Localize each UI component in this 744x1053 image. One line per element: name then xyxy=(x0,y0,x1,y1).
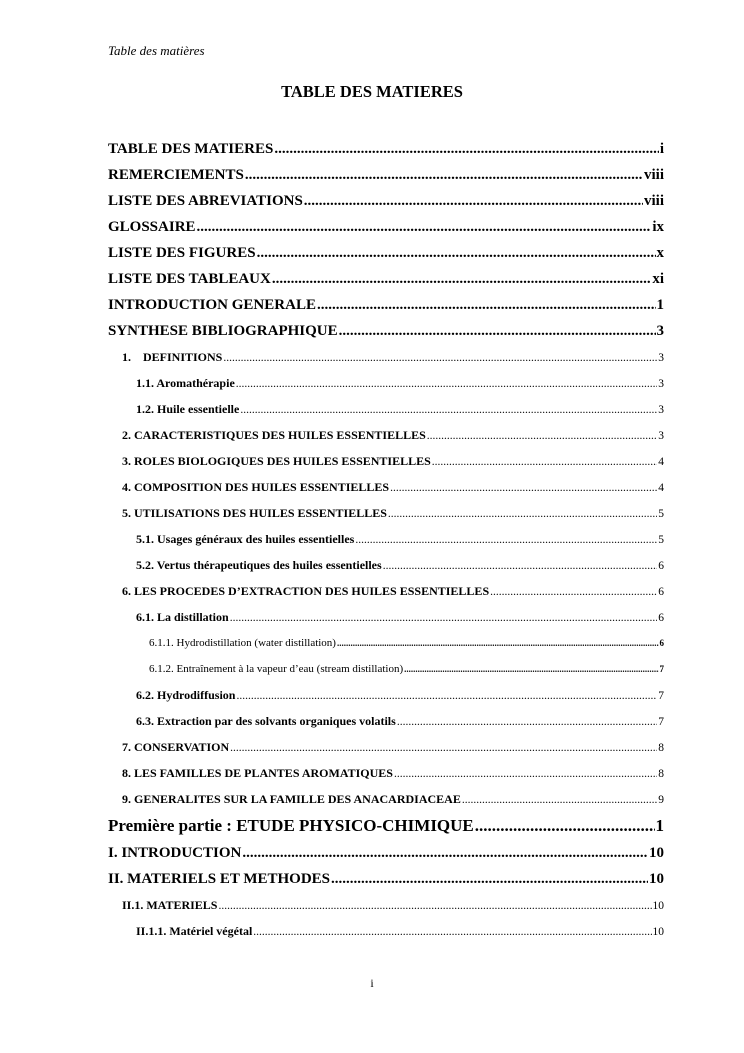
toc-entry-page: 4 xyxy=(658,482,664,494)
toc-entry-page: 10 xyxy=(652,926,664,938)
toc-entry-label: II.1. MATERIELS xyxy=(122,898,218,912)
toc-entry-label: 7. CONSERVATION xyxy=(122,740,230,754)
toc-entry[interactable] xyxy=(108,918,664,944)
toc-entry-label: LISTE DES FIGURES xyxy=(108,245,256,261)
toc-entry-page: viii xyxy=(643,193,664,209)
toc-entry-label: II. MATERIELS ET METHODES xyxy=(108,871,331,887)
toc-entry-label: 2. CARACTERISTIQUES DES HUILES ESSENTIELLES xyxy=(122,428,426,442)
toc-entry-label: REMERCIEMENTS xyxy=(108,167,244,183)
toc-entry-page: 8 xyxy=(658,768,664,780)
toc-entry[interactable] xyxy=(108,526,664,552)
toc-entry[interactable] xyxy=(108,188,664,214)
toc-entry-label: 6.1.1. Hydrodistillation (water distillation) xyxy=(149,637,336,649)
toc-entry-label: Première partie : ETUDE PHYSICO-CHIMIQUE xyxy=(108,816,474,835)
toc-entry-page: 10 xyxy=(649,871,664,887)
toc-entry[interactable] xyxy=(108,840,664,866)
toc-entry[interactable] xyxy=(108,500,664,526)
table-of-contents xyxy=(108,136,664,944)
toc-entry-label: I. INTRODUCTION xyxy=(108,845,242,861)
toc-entry[interactable] xyxy=(108,162,664,188)
toc-entry[interactable] xyxy=(108,682,664,708)
dot-leader xyxy=(230,735,657,760)
dot-leader xyxy=(317,292,656,318)
toc-entry-page: viii xyxy=(643,167,664,183)
dot-leader xyxy=(236,371,657,396)
toc-entry-page: 3 xyxy=(656,323,664,339)
toc-entry-page: 3 xyxy=(658,378,664,390)
toc-entry-label: 6.3. Extraction par des solvants organiques volatils xyxy=(136,714,396,728)
toc-entry-page: i xyxy=(659,141,664,157)
toc-entry[interactable] xyxy=(108,630,664,656)
toc-entry-page: x xyxy=(656,245,664,261)
toc-entry[interactable] xyxy=(108,448,664,474)
toc-entry-page: 1 xyxy=(655,816,664,835)
toc-entry[interactable] xyxy=(108,318,664,344)
toc-entry[interactable] xyxy=(108,786,664,812)
toc-entry-label: 4. COMPOSITION DES HUILES ESSENTIELLES xyxy=(122,480,390,494)
toc-entry-label: SYNTHESE BIBLIOGRAPHIQUE xyxy=(108,323,338,339)
toc-entry-label: 5.1. Usages généraux des huiles essentielles xyxy=(136,532,355,546)
dot-leader xyxy=(304,188,643,214)
toc-entry-label: 6.1.2. Entraînement à la vapeur d’eau (stream distillation) xyxy=(149,663,404,675)
toc-entry[interactable] xyxy=(108,292,664,318)
toc-entry-page: 8 xyxy=(658,742,664,754)
toc-entry[interactable] xyxy=(108,892,664,918)
dot-leader xyxy=(274,136,659,162)
toc-entry-page: 9 xyxy=(658,794,664,806)
toc-entry-label: 6.1. La distillation xyxy=(136,610,229,624)
toc-entry-page: 10 xyxy=(649,845,664,861)
toc-entry-label: II.1.1. Matériel végétal xyxy=(136,924,253,938)
dot-leader xyxy=(240,397,657,422)
toc-entry-page: 7 xyxy=(658,716,664,728)
dot-leader xyxy=(253,919,651,944)
page-title: TABLE DES MATIERES xyxy=(281,82,463,101)
toc-entry[interactable] xyxy=(108,866,664,892)
toc-entry-page: 6 xyxy=(658,560,664,572)
toc-entry-page: ix xyxy=(652,219,664,235)
dot-leader xyxy=(339,318,656,344)
dot-leader xyxy=(390,475,657,500)
dot-leader xyxy=(197,214,652,240)
dot-leader xyxy=(230,605,658,630)
toc-entry[interactable] xyxy=(108,136,664,162)
dot-leader xyxy=(242,840,648,866)
toc-entry[interactable] xyxy=(108,344,664,370)
dot-leader xyxy=(475,812,655,840)
toc-entry[interactable] xyxy=(108,240,664,266)
toc-entry-label: 5. UTILISATIONS DES HUILES ESSENTIELLES xyxy=(122,506,387,520)
page-number: i xyxy=(370,976,374,990)
toc-entry-page: 6 xyxy=(658,586,664,598)
toc-entry-label: 9. GENERALITES SUR LA FAMILLE DES ANACARDIACEAE xyxy=(122,792,461,806)
toc-entry-page: 4 xyxy=(658,456,664,468)
toc-entry[interactable] xyxy=(108,656,664,682)
toc-entry[interactable] xyxy=(108,734,664,760)
toc-entry[interactable] xyxy=(108,604,664,630)
running-header: Table des matières xyxy=(108,43,205,58)
dot-leader xyxy=(394,761,657,786)
dot-leader xyxy=(388,501,657,526)
dot-leader xyxy=(432,449,657,474)
toc-entry-label: 1. DEFINITIONS xyxy=(122,350,223,364)
toc-entry-label: 1.2. Huile essentielle xyxy=(136,402,240,416)
toc-entry-label: LISTE DES TABLEAUX xyxy=(108,271,271,287)
toc-entry-page: 7 xyxy=(659,664,664,674)
toc-entry-label: 6. LES PROCEDES D’EXTRACTION DES HUILES ESSENTIELLES xyxy=(122,584,490,598)
toc-entry-page: 6 xyxy=(658,612,664,624)
dot-leader xyxy=(223,345,657,370)
toc-entry[interactable] xyxy=(108,552,664,578)
toc-entry-page: 10 xyxy=(652,900,664,912)
toc-entry-label: 5.2. Vertus thérapeutiques des huiles essentielles xyxy=(136,558,382,572)
toc-entry[interactable] xyxy=(108,266,664,292)
toc-entry-page: xi xyxy=(652,271,664,287)
dot-leader xyxy=(331,866,648,892)
toc-entry-page: 3 xyxy=(658,404,664,416)
dot-leader xyxy=(257,240,656,266)
dot-leader xyxy=(272,266,651,292)
dot-leader xyxy=(490,579,657,604)
dot-leader xyxy=(404,656,658,682)
toc-entry-page: 5 xyxy=(658,534,664,546)
toc-entry[interactable] xyxy=(108,578,664,604)
toc-entry-label: TABLE DES MATIERES xyxy=(108,141,274,157)
dot-leader xyxy=(236,683,657,708)
toc-entry-label: 3. ROLES BIOLOGIQUES DES HUILES ESSENTIELLES xyxy=(122,454,431,468)
dot-leader xyxy=(218,893,651,918)
toc-entry-label: 8. LES FAMILLES DE PLANTES AROMATIQUES xyxy=(122,766,393,780)
toc-entry-page: 3 xyxy=(658,430,664,442)
toc-entry-label: 1.1. Aromathérapie xyxy=(136,376,235,390)
toc-entry-label: INTRODUCTION GENERALE xyxy=(108,297,316,313)
toc-entry[interactable] xyxy=(108,396,664,422)
dot-leader xyxy=(383,553,658,578)
toc-entry[interactable] xyxy=(108,422,664,448)
dot-leader xyxy=(245,162,643,188)
dot-leader xyxy=(427,423,657,448)
dot-leader xyxy=(355,527,657,552)
toc-entry-page: 3 xyxy=(658,352,664,364)
toc-entry-label: LISTE DES ABREVIATIONS xyxy=(108,193,303,209)
toc-entry-page: 1 xyxy=(656,297,664,313)
toc-part-entry[interactable] xyxy=(108,812,664,840)
dot-leader xyxy=(462,787,657,812)
toc-entry[interactable] xyxy=(108,214,664,240)
toc-entry[interactable] xyxy=(108,708,664,734)
toc-entry[interactable] xyxy=(108,760,664,786)
toc-entry[interactable] xyxy=(108,474,664,500)
toc-entry-page: 5 xyxy=(658,508,664,520)
toc-entry-label: 6.2. Hydrodiffusion xyxy=(136,688,236,702)
dot-leader xyxy=(337,630,659,656)
toc-entry[interactable] xyxy=(108,370,664,396)
toc-entry-page: 6 xyxy=(659,638,664,648)
toc-entry-page: 7 xyxy=(658,690,664,702)
dot-leader xyxy=(397,709,657,734)
toc-entry-label: GLOSSAIRE xyxy=(108,219,196,235)
